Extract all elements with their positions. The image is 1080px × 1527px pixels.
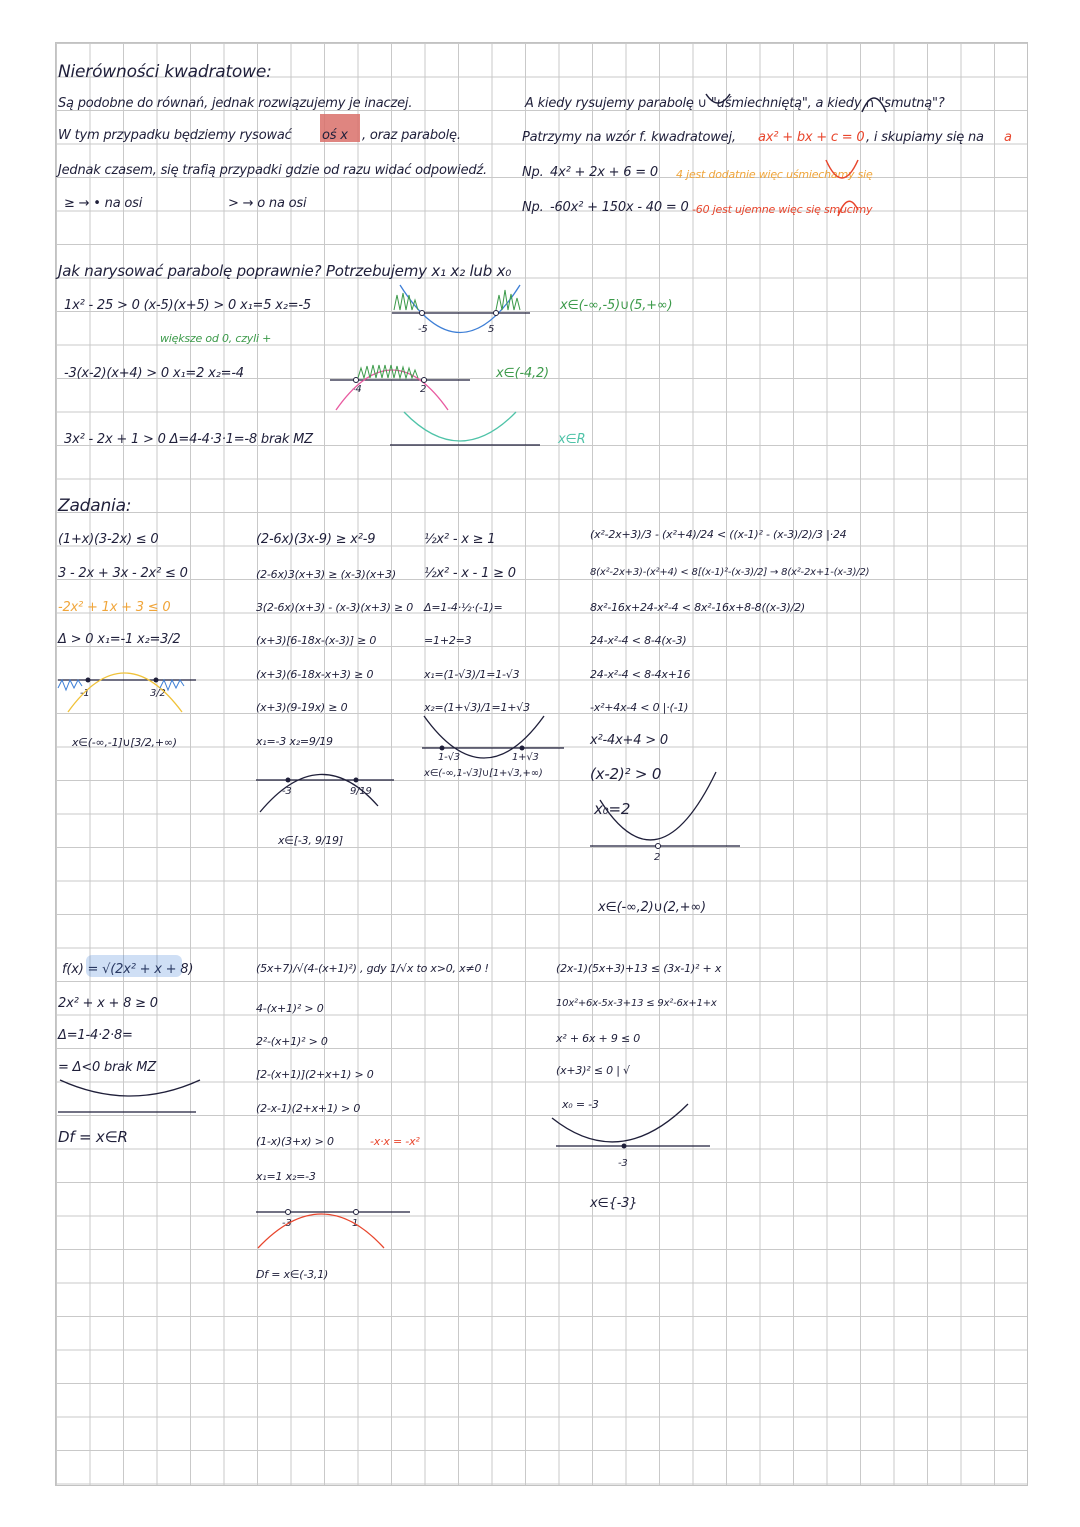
bottom3-line-2: 10x²+6x-5x-3+13 ≤ 9x²-6x+1+x xyxy=(556,998,717,1009)
bottom2-line-1: (5x+7)/√(4-(x+1)²) , gdy 1/√x to x>0, x≠0 ! xyxy=(256,962,489,975)
howto-example-1-note: większe od 0, czyli + xyxy=(160,332,272,345)
intro-line-3: Jednak czasem, się trafią przypadki gdzie od razu widać odpowiedź. xyxy=(58,163,487,178)
task2-line-4: (x+3)[6-18x-(x-3)] ≥ 0 xyxy=(256,634,377,647)
howto-example-2-answer: x∈(-4,2) xyxy=(496,366,549,381)
task4-line-3: 8x²-16x+24-x²-4 < 8x²-16x+8-8((x-3)/2) xyxy=(590,601,805,614)
bottom2-line-5: (2-x-1)(2+x+1) > 0 xyxy=(256,1102,361,1115)
bottom1-answer: Df = x∈R xyxy=(58,1128,128,1146)
task4-line-1: (x²-2x+3)/3 - (x²+4)/24 < ((x-1)² - (x-3)/2)/3 |·24 xyxy=(590,528,847,541)
bottom2-label-minus3: -3 xyxy=(282,1218,292,1229)
task4-line-7: x²-4x+4 > 0 xyxy=(590,733,668,748)
aside-answer-c: , i skupiamy się na xyxy=(866,130,984,145)
task3-answer: x∈(-∞,1-√3]∪[1+√3,+∞) xyxy=(424,768,543,779)
howto-example-1-answer: x∈(-∞,-5)∪(5,+∞) xyxy=(560,298,673,313)
task3-line-5: x₁=(1-√3)/1=1-√3 xyxy=(424,668,520,681)
bottom2-line-7: x₁=1 x₂=-3 xyxy=(256,1170,316,1183)
howto-example-1: 1x² - 25 > 0 (x-5)(x+5) > 0 x₁=5 x₂=-5 xyxy=(64,298,311,313)
task2-line-1: (2-6x)(3x-9) ≥ x²-9 xyxy=(256,532,376,547)
task1-line-4: Δ > 0 x₁=-1 x₂=3/2 xyxy=(58,632,181,647)
task2-line-3: 3(2-6x)(x+3) - (x-3)(x+3) ≥ 0 xyxy=(256,601,414,614)
task2-label-9-19: 9/19 xyxy=(350,786,372,797)
rule-closed-dot: ≥ → • na osi xyxy=(64,196,143,211)
intro-line-2c: , oraz parabolę. xyxy=(362,128,461,143)
bottom3-label-minus3: -3 xyxy=(618,1158,628,1169)
axis-label-5: 5 xyxy=(488,324,495,335)
grid-paper-sheet xyxy=(55,42,1028,1486)
task4-line-5: 24-x²-4 < 8-4x+16 xyxy=(590,668,691,681)
task1-answer: x∈(-∞,-1]∪[3/2,+∞) xyxy=(72,736,177,749)
bottom1-line-4: = Δ<0 brak MZ xyxy=(58,1060,156,1075)
task4-label-2: 2 xyxy=(654,852,661,863)
axis-label-minus5: -5 xyxy=(418,324,428,335)
bottom1-line-3: Δ=1-4·2·8= xyxy=(58,1028,133,1043)
aside-ex1-note: 4 jest dodatnie więc uśmiechamy się xyxy=(676,168,873,181)
aside-ex1-np: Np. xyxy=(522,165,544,180)
aside-answer-a-coef: a xyxy=(1004,130,1012,145)
bottom3-line-3: x² + 6x + 9 ≤ 0 xyxy=(556,1032,641,1045)
aside-question: A kiedy rysujemy parabolę ∪ "uśmiechniętą", a kiedy ∩ "smutną"? xyxy=(525,96,945,111)
axis-label-2: 2 xyxy=(420,384,427,395)
task1-line-3: -2x² + 1x + 3 ≤ 0 xyxy=(58,600,171,615)
intro-line-1: Są podobne do równań, jednak rozwiązujemy je inaczej. xyxy=(58,96,413,111)
task1-label-3-2: 3/2 xyxy=(150,688,166,699)
tasks-title: Zadania: xyxy=(58,496,132,516)
aside-ex2-eq: -60x² + 150x - 40 = 0 xyxy=(550,200,689,215)
intro-line-2a: W tym przypadku będziemy rysować xyxy=(58,128,292,143)
task3-line-2: ½x² - x - 1 ≥ 0 xyxy=(424,566,516,581)
bottom2-line-2: 4-(x+1)² > 0 xyxy=(256,1002,324,1015)
bottom2-answer: Df = x∈(-3,1) xyxy=(256,1268,329,1281)
bottom3-line-4: (x+3)² ≤ 0 | √ xyxy=(556,1064,630,1077)
task4-line-2: 8(x²-2x+3)-(x²+4) < 8[(x-1)²-(x-3)/2] → 8(x²-2x+1-(x-3)/2) xyxy=(590,567,870,578)
task4-line-8: (x-2)² > 0 xyxy=(590,765,662,783)
task4-line-4: 24-x²-4 < 8-4(x-3) xyxy=(590,634,687,647)
aside-ex1-eq: 4x² + 2x + 6 = 0 xyxy=(550,165,658,180)
bottom2-line-3: 2²-(x+1)² > 0 xyxy=(256,1035,328,1048)
task2-answer: x∈[-3, 9/19] xyxy=(278,834,343,847)
task3-label-1-plus-sqrt3: 1+√3 xyxy=(512,752,539,763)
task3-line-4: =1+2=3 xyxy=(424,634,472,647)
task2-label-minus3: -3 xyxy=(282,786,292,797)
aside-ex2-np: Np. xyxy=(522,200,544,215)
page-title: Nierówności kwadratowe: xyxy=(58,62,272,82)
rule-open-dot: > → o na osi xyxy=(228,196,307,211)
task3-line-1: ½x² - x ≥ 1 xyxy=(424,532,496,547)
task2-line-2: (2-6x)3(x+3) ≥ (x-3)(x+3) xyxy=(256,568,396,581)
howto-example-3: 3x² - 2x + 1 > 0 Δ=4-4·3·1=-8 brak MZ xyxy=(64,432,313,447)
task3-line-6: x₂=(1+√3)/1=1+√3 xyxy=(424,701,530,714)
bottom3-answer: x∈{-3} xyxy=(590,1196,638,1211)
bottom2-line-4: [2-(x+1)](2+x+1) > 0 xyxy=(256,1068,374,1081)
bottom2-line-6: (1-x)(3+x) > 0 xyxy=(256,1135,334,1148)
task3-label-1-minus-sqrt3: 1-√3 xyxy=(438,752,460,763)
bottom2-label-1: 1 xyxy=(352,1218,359,1229)
task1-label-minus1: -1 xyxy=(80,688,90,699)
task4-line-9: x₀=2 xyxy=(594,800,631,818)
task2-line-7: x₁=-3 x₂=9/19 xyxy=(256,735,333,748)
aside-answer-a: Patrzymy na wzór f. kwadratowej, xyxy=(522,130,736,145)
aside-answer-formula: ax² + bx + c = 0 xyxy=(758,130,865,145)
bottom3-line-5: x₀ = -3 xyxy=(562,1098,599,1111)
howto-example-2: -3(x-2)(x+4) > 0 x₁=2 x₂=-4 xyxy=(64,366,244,381)
bottom1-line-1: f(x) = √(2x² + x + 8) xyxy=(62,962,194,977)
howto-title: Jak narysować parabolę poprawnie? Potrzebujemy x₁ x₂ lub x₀ xyxy=(58,262,512,280)
aside-ex2-note: -60 jest ujemne więc się smucimy xyxy=(692,203,873,216)
task2-line-5: (x+3)(6-18x-x+3) ≥ 0 xyxy=(256,668,374,681)
task4-line-6: -x²+4x-4 < 0 |·(-1) xyxy=(590,701,689,714)
task4-answer: x∈(-∞,2)∪(2,+∞) xyxy=(598,900,706,915)
axis-label-minus4: -4 xyxy=(352,384,362,395)
bottom1-line-2: 2x² + x + 8 ≥ 0 xyxy=(58,996,158,1011)
intro-line-2b: oś x xyxy=(322,128,348,143)
bottom3-line-1: (2x-1)(5x+3)+13 ≤ (3x-1)² + x xyxy=(556,962,722,975)
task1-line-1: (1+x)(3-2x) ≤ 0 xyxy=(58,532,159,547)
task2-line-6: (x+3)(9-19x) ≥ 0 xyxy=(256,701,348,714)
task1-line-2: 3 - 2x + 3x - 2x² ≤ 0 xyxy=(58,566,188,581)
howto-example-3-answer: x∈R xyxy=(558,432,586,447)
bottom2-note: -x·x = -x² xyxy=(370,1135,420,1148)
task3-line-3: Δ=1-4·½·(-1)= xyxy=(424,601,503,614)
